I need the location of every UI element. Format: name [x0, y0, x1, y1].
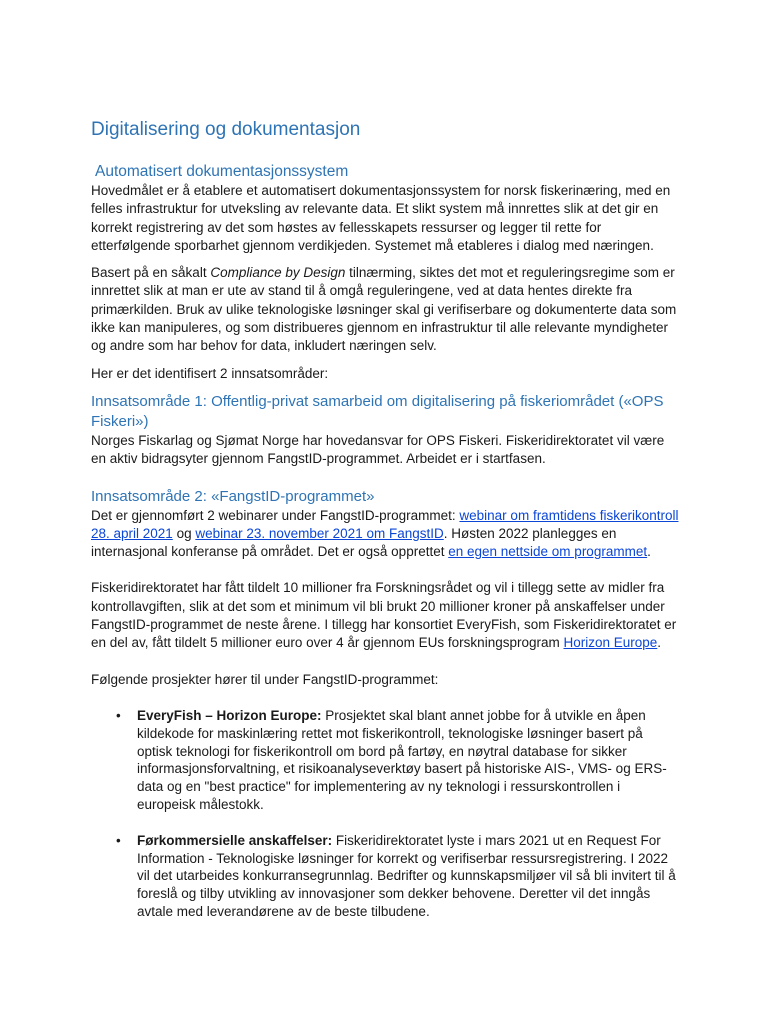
area2-paragraph-1 [91, 507, 681, 562]
project-description-precommercial: Fiskeridirektoratet lyste i mars 2021 ut en Request For Information - Teknologiske løsninger for korrekt og verifiserbar ressursregistrering. I 2022 vil det utarbeides konkurransegrunnlag. Bedrifter og kunnskapsmiljøer vil så bli invitert til å foreslå og tilby utvikling av innovasjoner som dekker behovene. Deretter vil det inngås avtale med leverandørene av de beste tilbudene. [137, 832, 676, 919]
area2-paragraph-3: Følgende prosjekter hører til under FangstID-programmet: [91, 671, 439, 687]
section1-paragraph-3: Her er det identifisert 2 innsatsområder: [91, 365, 329, 381]
link-webinar-april-2021[interactable]: webinar om framtidens fiskerikontroll 28. april 2021 [91, 507, 679, 541]
area2-p2-pre: Fiskeridirektoratet har fått tildelt 10 millioner fra Forskningsrådet og vil i tillegg sette av midler fra kontrollavgiften, slik at det som et minimum vil bli brukt 20 millioner kroner på anskaffelser under FangstID-programmet de neste årene. I tillegg har konsortiet EveryFish, som Fiskeridirektoratet er en del av, fått tildelt 5 millioner euro over 4 år gjennom EUs forskningsprogram [91, 580, 677, 651]
link-webinar-november-2021[interactable]: webinar 23. november 2021 om FangstID [195, 525, 444, 541]
bullet-icon: • [116, 707, 121, 723]
p2-text-post: tilnærming, siktes det mot et reguleringsregime som er innrettet slik at man er ute av stand til å omgå reguleringene, ved at data hentes direkte fra primærkilden. Bruk av ulike teknologiske løsninger skal gi verifiserbare og dokumenterte data som ikke kan manipuleres, og som distribueres gjennom en infrastruktur til alle relevante myndigheter og andre som har behov for data, inkludert næringen selv. [91, 265, 677, 354]
document-page [91, 116, 681, 939]
section1-paragraph-2 [91, 264, 681, 355]
area2-paragraph-2 [91, 579, 681, 652]
area2-p2-end: . [657, 635, 662, 651]
section-heading-documentation-system: Automatisert dokumentasjonssystem [95, 163, 349, 180]
page-title: Digitalisering og dokumentasjon [91, 119, 361, 140]
link-horizon-europe[interactable]: Horizon Europe [563, 635, 658, 651]
list-item [116, 707, 681, 814]
area2-p1-end: . [647, 544, 651, 560]
area2-p1-pre: Det er gjennomført 2 webinarer under FangstID-programmet: [91, 507, 460, 523]
area1-paragraph: Norges Fiskarlag og Sjømat Norge har hovedansvar for OPS Fiskeri. Fiskeridirektoratet vil være en aktiv bidragsyter gjennom FangstID-programmet. Arbeidet er i startfasen. [91, 432, 665, 467]
project-title-everyfish: EveryFish – Horizon Europe: [137, 707, 322, 723]
project-list [91, 707, 681, 921]
p2-text-pre: Basert på en såkalt [91, 265, 211, 281]
area1-heading: Innsatsområde 1: Offentlig-privat samarbeid om digitalisering på fiskeriområdet («OPS Fiskeri») [91, 392, 664, 430]
link-program-website[interactable]: en egen nettside om programmet [448, 544, 648, 560]
area2-heading: Innsatsområde 2: «FangstID-programmet» [91, 487, 375, 505]
area2-p1-mid: og [172, 525, 196, 541]
project-title-precommercial: Førkommersielle anskaffelser: [137, 832, 333, 848]
compliance-by-design-term: Compliance by Design [210, 265, 346, 281]
area2-p1-mid2: . Høsten 2022 planlegges en internasjonal konferanse på området. Det er også opprettet [91, 525, 617, 560]
section1-paragraph-1: Hovedmålet er å etablere et automatisert dokumentasjonssystem for norsk fiskerinæring, med en felles infrastruktur for utveksling av relevante data. Et slikt system må innrettes slik at det gir en korrekt registrering av det som høstes av fellesskapets ressurser og legger til rette for etterfølgende sporbarhet gjennom verdikjeden. Systemet må etableres i dialog med næringen. [91, 183, 671, 253]
bullet-icon: • [116, 832, 121, 848]
project-description-everyfish: Prosjektet skal blant annet jobbe for å utvikle en åpen kildekode for maskinlæring rettet mot fiskerikontroll, teknologiske løsninger basert på optisk teknologi for fiskerikontroll om bord på fartøy, en nøytral database for sikker informasjonsforvaltning, et risikoanalyseverktøy basert på historiske AIS-, VMS- og ERS-data og en "best practice" for implementering av ny teknologi i ressurskontrollen i europeisk målestokk. [137, 707, 667, 812]
list-item [116, 832, 681, 921]
